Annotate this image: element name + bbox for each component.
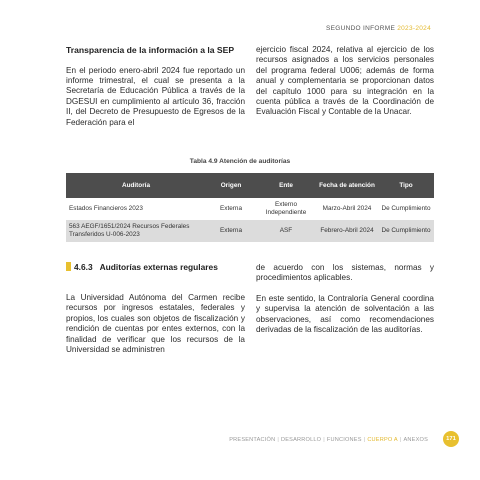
cell-auditoria: Estados Financieros 2023	[69, 204, 143, 212]
col-header-ente: Ente	[256, 173, 316, 198]
subsection-heading	[66, 262, 218, 272]
left-column-bottom	[66, 293, 245, 355]
cell-fecha: Marzo-Abril 2024	[322, 204, 372, 212]
paragraph-contraloria: En este sentido, la Contraloría General coordina y supervisa la atención de solventación a las observaciones, así como recomendaciones derivadas de la fiscalización de las auditorías.	[256, 293, 434, 335]
right-column-top	[256, 45, 434, 118]
cell-auditoria: 563 AEGF/1651/2024 Recursos Federales Transferidos U-006-2023	[66, 220, 206, 242]
subsection-title: Auditorías externas regulares	[99, 262, 218, 272]
right-column-bottom	[256, 263, 434, 335]
cell-ente: Externo Independiente	[265, 200, 307, 216]
cell-fecha: Febrero-Abril 2024	[316, 220, 378, 242]
paragraph-de-acuerdo: de acuerdo con los sistemas, normas y procedimientos aplicables.	[256, 263, 434, 283]
table-row	[66, 198, 434, 220]
table-caption: Tabla 4.9 Atención de auditorías	[189, 158, 291, 165]
header-prefix: SEGUNDO INFORME	[325, 25, 398, 32]
accent-bar	[66, 262, 71, 271]
footer-item-cuerpo-a[interactable]: CUERPO A	[367, 437, 398, 443]
header-year: 2023-2024	[397, 25, 431, 32]
paragraph-universidad: La Universidad Autónoma del Carmen recibe recursos por ingresos estatales, federales y propios, los cuales son objetos de fiscalización y rendición de cuentas por entes externos, con la finalidad de verificar que los recursos de la Universidad se administren	[66, 293, 245, 355]
left-column-top	[66, 45, 245, 128]
section-title-transparencia: Transparencia de la información a la SEP	[66, 45, 235, 55]
subsection-number: 4.6.3	[74, 262, 93, 272]
cell-tipo: De Cumplimiento	[381, 204, 431, 212]
table-header-row	[66, 173, 434, 198]
footer-item-funciones[interactable]: FUNCIONES	[326, 437, 362, 443]
cell-ente: ASF	[256, 220, 316, 242]
cell-origen: Externa	[206, 220, 256, 242]
footer-nav: PRESENTACIÓN | DESARROLLO | FUNCIONES | CUERPO A | ANEXOS	[229, 437, 428, 443]
page-number-badge: 171	[443, 431, 459, 447]
col-header-auditoria: Auditoría	[66, 173, 206, 198]
audits-table	[66, 173, 434, 242]
paragraph-ejercicio-fiscal: ejercicio fiscal 2024, relativa al ejercicio de los recursos asignados a los servicios personales del programa federal U006; además de forma anual y complementaria se proporcionan datos del capítulo 1000 para su integración en la cuenta pública a través de la Coordinación de Evaluación Fiscal y Contable de la Unacar.	[256, 45, 434, 117]
footer-item-desarrollo[interactable]: DESARROLLO	[281, 437, 322, 443]
col-header-fecha: Fecha de atención	[316, 173, 378, 198]
col-header-origen: Origen	[206, 173, 256, 198]
paragraph-transparencia: En el periodo enero-abril 2024 fue reportado un informe trimestral, el cual se presenta a la Secretaría de Educación Pública a través de la DGESUI en cumplimiento al artículo 36, fracción II, del Decreto de Presupuesto de Egresos de la Federación para el	[66, 65, 245, 127]
cell-origen: Externa	[219, 204, 243, 212]
col-header-tipo: Tipo	[378, 173, 434, 198]
table-row	[66, 220, 434, 242]
running-header	[326, 25, 431, 32]
cell-tipo: De Cumplimiento	[378, 220, 434, 242]
footer-item-presentacion[interactable]: PRESENTACIÓN	[229, 437, 276, 443]
footer-item-anexos[interactable]: ANEXOS	[403, 437, 428, 443]
